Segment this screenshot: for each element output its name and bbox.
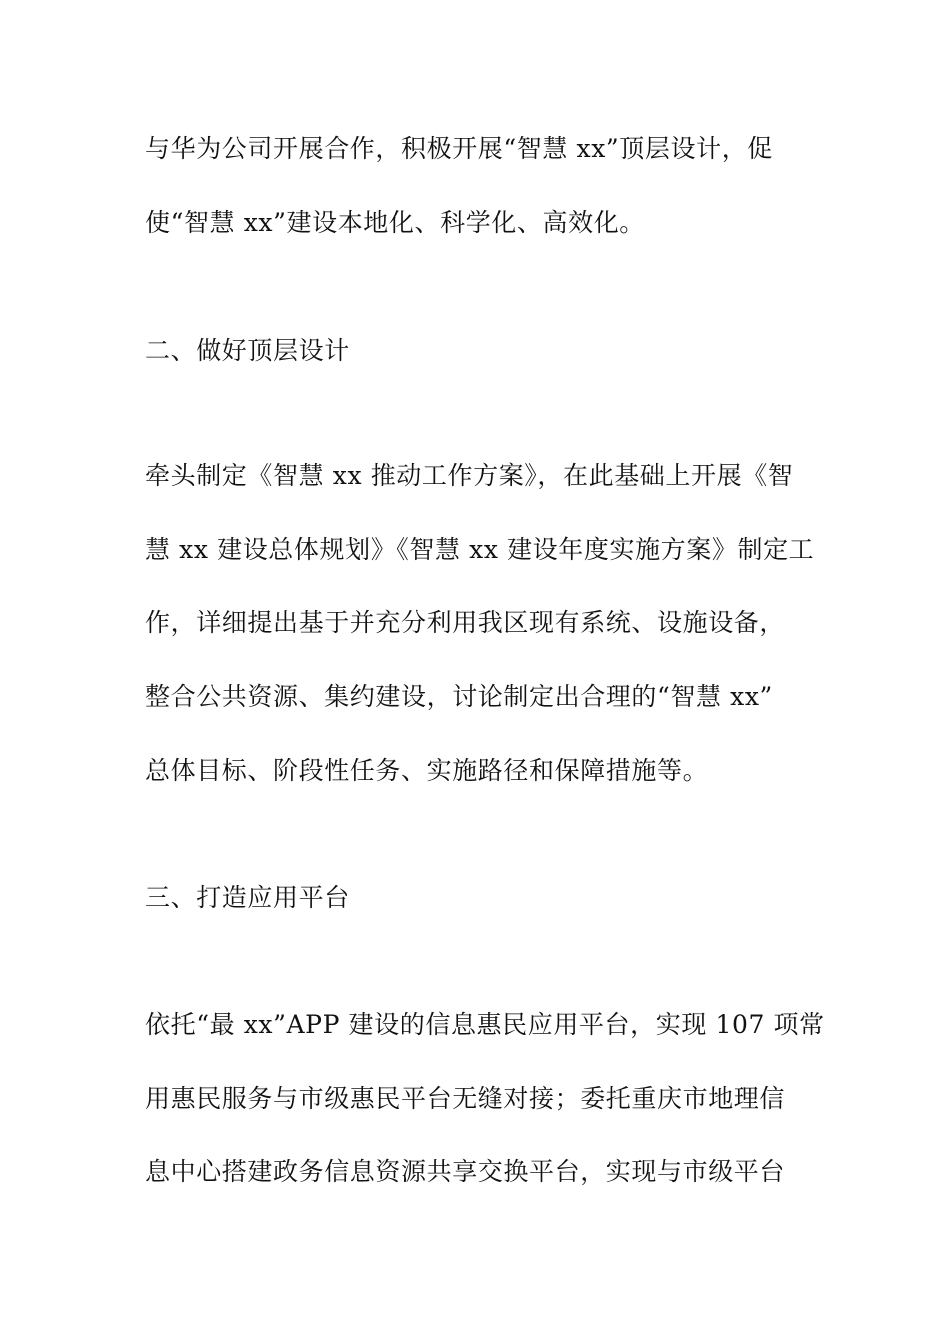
- section-heading-3: 三、打造应用平台: [145, 883, 350, 912]
- section-heading-2: 二、做好顶层设计: [145, 336, 350, 365]
- paragraph-3-line-3: 息中心搭建政务信息资源共享交换平台，实现与市级平台: [145, 1157, 786, 1186]
- paragraph-3-line-1: 依托“最 xx”APP 建设的信息惠民应用平台，实现 107 项常: [145, 1010, 825, 1039]
- paragraph-2-line-3: 作，详细提出基于并充分利用我区现有系统、设施设备，: [145, 608, 786, 637]
- paragraph-2-line-4: 整合公共资源、集约建设，讨论制定出合理的“智慧 xx”: [145, 682, 773, 711]
- paragraph-2-line-2: 慧 xx 建设总体规划》《智慧 xx 建设年度实施方案》制定工: [145, 535, 815, 564]
- paragraph-1-line-2: 使“智慧 xx”建设本地化、科学化、高效化。: [145, 208, 645, 237]
- paragraph-3-line-2: 用惠民服务与市级惠民平台无缝对接；委托重庆市地理信: [145, 1084, 786, 1113]
- paragraph-1-line-1: 与华为公司开展合作，积极开展“智慧 xx”顶层设计，促: [145, 134, 773, 163]
- paragraph-2-line-1: 牵头制定《智慧 xx 推动工作方案》，在此基础上开展《智: [145, 461, 794, 490]
- paragraph-2-line-5: 总体目标、阶段性任务、实施路径和保障措施等。: [145, 756, 709, 785]
